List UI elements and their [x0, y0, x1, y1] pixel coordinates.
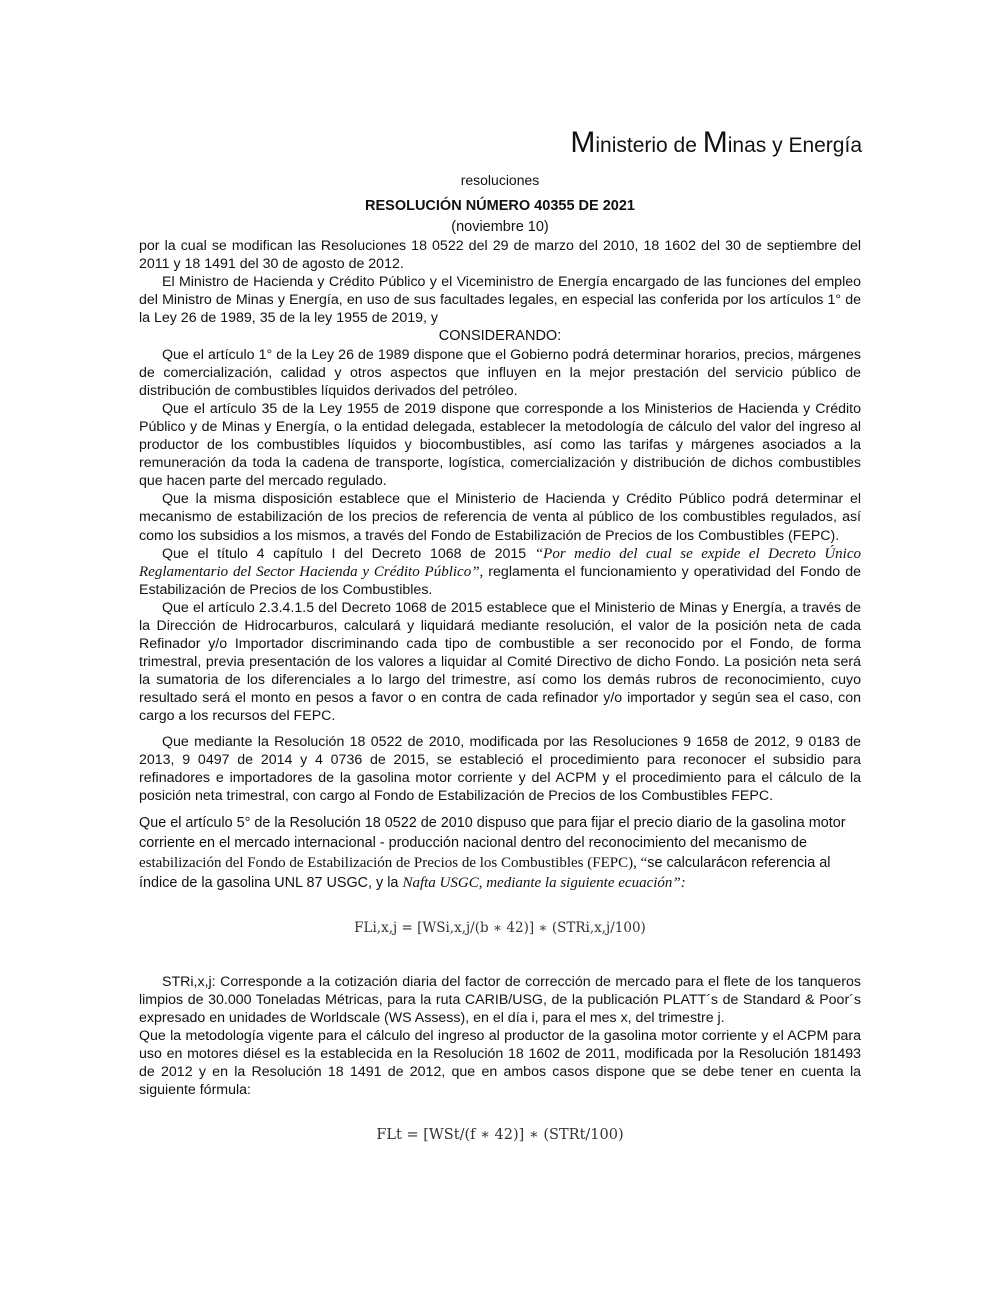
considerando-paragraph-4	[139, 545, 861, 599]
considerando-heading: CONSIDERANDO:	[438, 328, 562, 345]
str-definition-paragraph: STRi,x,j: Corresponde a la cotización diaria del factor de corrección de mercado para el flete de los tanqueros limpios de 30.000 Toneladas Métricas, para la ruta CARIB/USG, de la publicación PLATT´s de Standard & Poor´s expresado en unidades de Worldscale (WS Assess), en el día i, para el mes x, del trimestre j.	[139, 973, 861, 1027]
para4-text-a: Que el título 4 capítulo I del Decreto 1068 de 2015	[162, 545, 535, 562]
header-text-2: inas y	[727, 134, 789, 157]
header-text-1: inisterio de	[595, 134, 703, 157]
para7-text-a: Que el artículo 5° de la Resolución 18 0522 de 2010 dispuso que para fijar el precio diario de la gasolina motor corriente en el mercado internacional - producción nacional dentro del reconocimiento del mecanismo de	[139, 814, 846, 851]
considerando-paragraph-1: Que el artículo 1° de la Ley 26 de 1989 dispone que el Gobierno podrá determinar horarios, precios, márgenes de comercialización, calidad y otros aspectos que influyen en la mejor prestación del servicio público de distribución de combustibles líquidos derivados del petróleo.	[139, 346, 861, 399]
header-initial-e: E	[788, 134, 803, 157]
resolution-number: RESOLUCIÓN NÚMERO 40355 DE 2021	[365, 198, 635, 214]
para7-text-c: se calcularácon referencia al índice de la gasolina UNL 87 USGC, y la	[139, 854, 831, 891]
considerando-paragraph-6: Que mediante la Resolución 18 0522 de 2010, modificada por las Resoluciones 9 1658 de 2012, 9 0183 de 2013, 9 0497 de 2014 y 4 0736 de 2015, se estableció el procedimiento para reconocer el subsidio para refinadores e importadores de la gasolina motor corriente y del ACPM y el procedimiento para el cálculo de la posición neta trimestral, con cargo al Fondo de Estabilización de Precios de los Combustibles FEPC.	[139, 733, 861, 804]
para7-text-b: estabilización del Fondo de Estabilización de Precios de los Combustibles (FEPC), “	[139, 854, 648, 871]
header-initial-m1: M	[570, 126, 596, 159]
document-body	[139, 237, 861, 1144]
considerando-paragraph-7	[139, 813, 861, 893]
considerando-paragraph-9: Que la metodología vigente para el cálculo del ingreso al productor de la gasolina motor corriente y el ACPM para uso en motores diésel es la establecida en la Resolución 18 1602 de 2011, modificada por la Resolución 181493 de 2012 y en la Resolución 18 1491 de 2012, que en ambos casos dispone que se debe tener en cuenta la siguiente fórmula:	[139, 1028, 861, 1099]
para7-text-d: Nafta USGC, mediante la siguiente ecuación”:	[402, 874, 686, 891]
para4-text-c: reglamenta el funcionamiento y operatividad del Fondo de Estabilización de Precios de los Combustibles.	[139, 563, 861, 598]
considerando-paragraph-2: Que el artículo 35 de la Ley 1955 de 2019 dispone que corresponde a los Ministerios de Hacienda y Crédito Público y de Minas y Energía, o la entidad delegada, establecer la metodología de cálculo del valor del ingreso al productor de los combustibles líquidos y biocombustibles, así como las tarifas y márgenes asociados a la remuneración da toda la cadena de transporte, logística, comercialización y distribución de dichos combustibles que hacen parte del mercado regulado.	[139, 400, 861, 490]
header-text-3: nergía	[802, 134, 862, 157]
ministry-header	[570, 126, 862, 160]
resolution-date: (noviembre 10)	[451, 219, 549, 235]
preamble-paragraph: El Ministro de Hacienda y Crédito Público y el Viceministro de Energía encargado de las funciones del empleo del Ministro de Minas y Energía, en uso de sus facultades legales, en especial las conferida por los artículos 1° de la Ley 26 de 1989, 35 de la ley 1955 de 2019, y	[139, 274, 861, 327]
considerando-paragraph-3: Que la misma disposición establece que el Ministerio de Hacienda y Crédito Público podrá determinar el mecanismo de estabilización de los precios de referencia de venta al público de los combustibles regulados, así como los subsidios a los mismos, a través del Fondo de Estabilización de Precios de los Combustibles (FEPC).	[139, 491, 861, 544]
section-name: resoluciones	[460, 172, 540, 188]
intro-paragraph: por la cual se modifican las Resoluciones 18 0522 del 29 de marzo del 2010, 18 1602 del 30 de septiembre del 2011 y 18 1491 del 30 de agosto de 2012.	[139, 238, 861, 273]
decree-title-quote: “Por medio del cual se expide el Decreto Único Reglamentario del Sector Hacienda y Crédito Público”,	[139, 545, 861, 580]
header-initial-m2: M	[702, 126, 728, 159]
considerando-paragraph-5: Que el artículo 2.3.4.1.5 del Decreto 1068 de 2015 establece que el Ministerio de Minas y Energía, a través de la Dirección de Hidrocarburos, calculará y liquidará mediante resolución, el valor de la posición neta de cada Refinador y/o Importador discriminando cada tipo de combustible a ser reconocido por el Fondo, de forma trimestral, previa presentación de los valores a liquidar al Comité Directivo de dicho Fondo. La posición neta será la sumatoria de los diferenciales a lo largo del trimestre, así como los demás rubros de reconocimiento, cuyo resultado será el monto en pesos a favor o en contra de cada refinador y/o importador y según sea el caso, con cargo a los recursos del FEPC.	[139, 599, 861, 725]
formula-fl-t: FLt = [WSt/(f ∗ 42)] ∗ (STRt/100)	[376, 1126, 624, 1143]
formula-fl-ixj: FLi,x,j = [WSi,x,j/(b ∗ 42)] ∗ (STRi,x,j/100)	[354, 919, 646, 936]
